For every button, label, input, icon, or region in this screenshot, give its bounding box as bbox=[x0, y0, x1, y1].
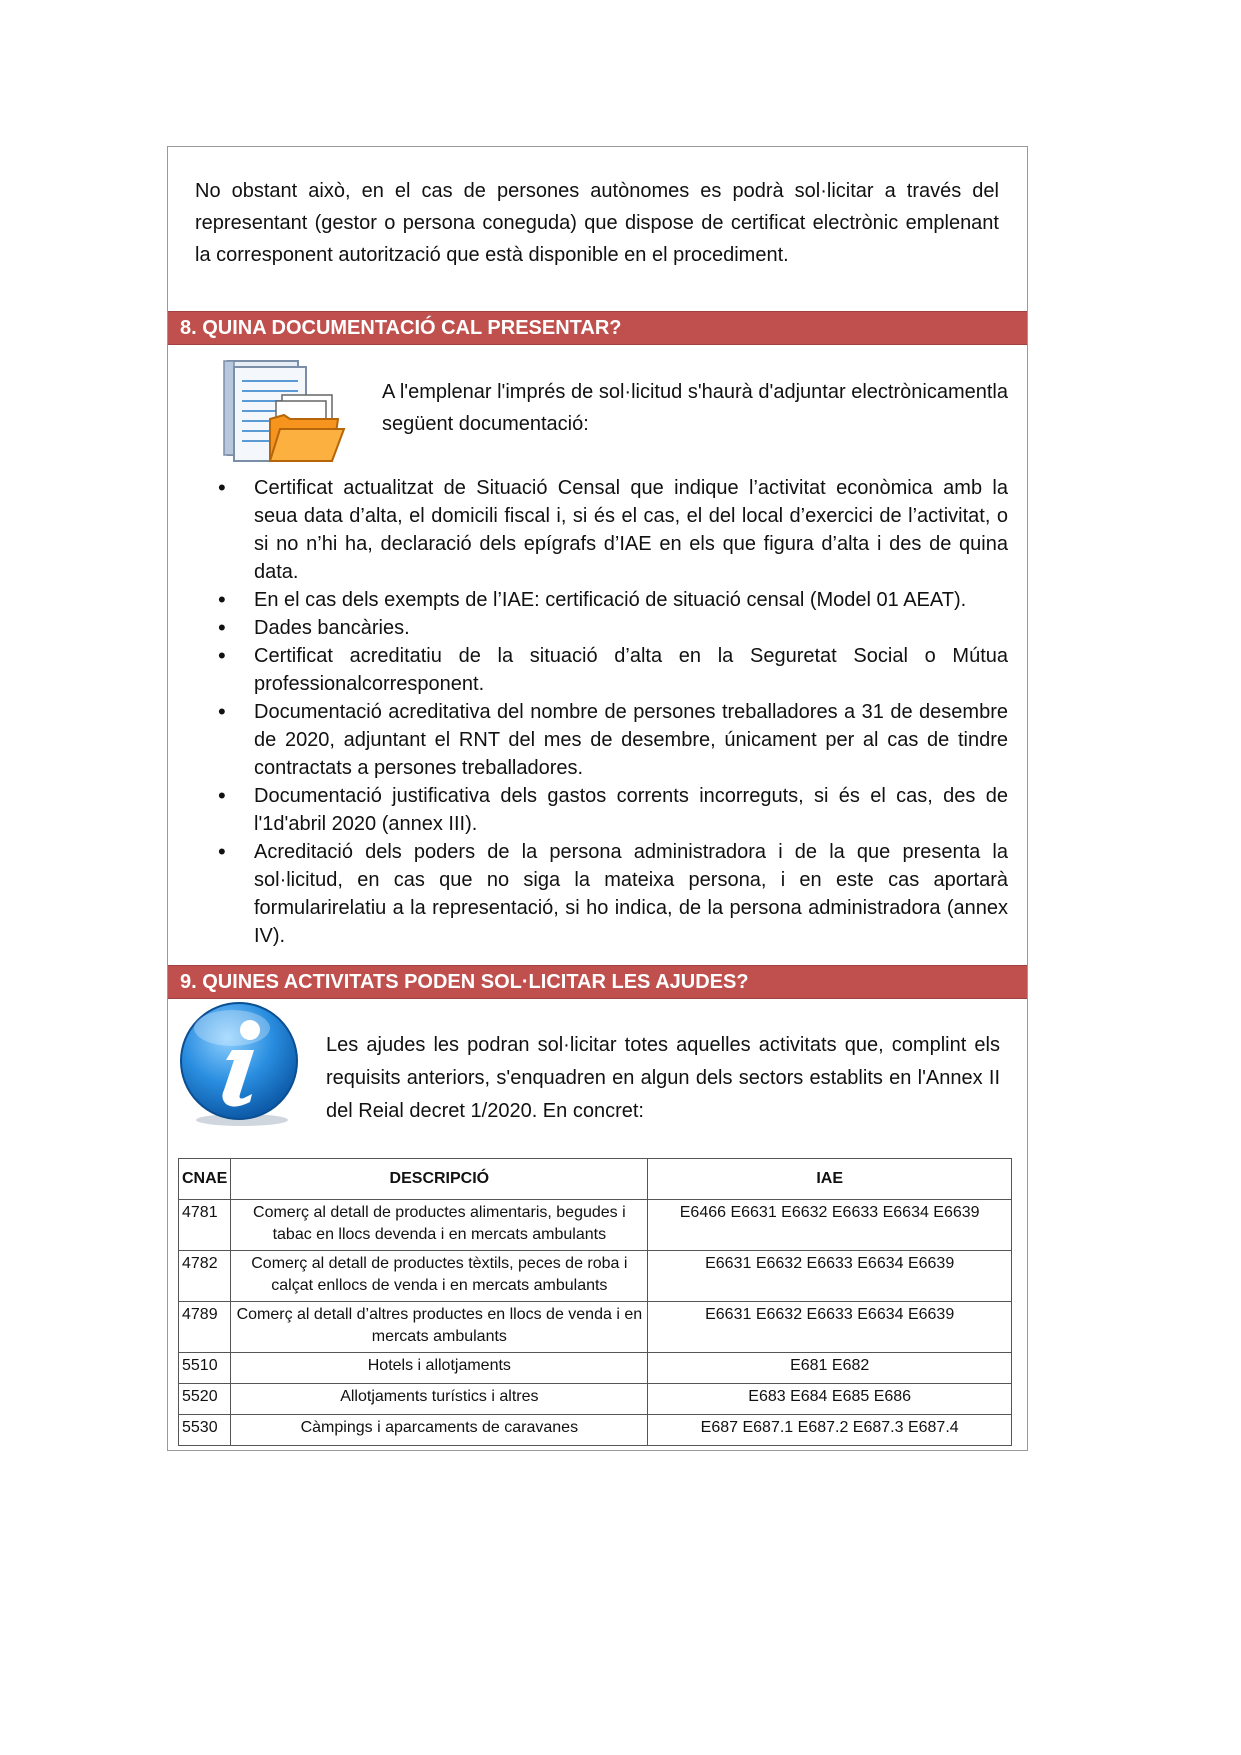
table-row bbox=[179, 1353, 1012, 1384]
iae-cell: E687 E687.1 E687.2 E687.3 E687.4 bbox=[648, 1415, 1012, 1446]
iae-cell: E6466 E6631 E6632 E6633 E6634 E6639 bbox=[648, 1200, 1012, 1251]
cnae-cell: 5530 bbox=[179, 1415, 231, 1446]
description-cell: Càmpings i aparcaments de caravanes bbox=[231, 1415, 648, 1446]
section-9-heading: 9. QUINES ACTIVITATS PODEN SOL·LICITAR LES AJUDES? bbox=[168, 965, 1027, 999]
bullet-icon: • bbox=[218, 615, 226, 640]
list-item: • Documentació acreditativa del nombre de persones treballadores a 31 de desembre de 2020, adjuntant el RNT del mes de desembre, únicament per al cas de tindre contractats a persones treballadores. bbox=[218, 699, 1008, 779]
description-cell: Comerç al detall de productes tèxtils, peces de roba i calçat enllocs de venda i en mercats ambulants bbox=[231, 1251, 648, 1302]
cnae-cell: 5520 bbox=[179, 1384, 231, 1415]
cnae-cell: 4782 bbox=[179, 1251, 231, 1302]
list-item: • Documentació justificativa dels gastos corrents incorreguts, si és el cas, des de l'1d'abril 2020 (annex III). bbox=[218, 783, 1008, 835]
section-9-lead: Les ajudes les podran sol·licitar totes aquelles activitats que, complint els requisits anteriors, s'enquadren en algun dels sectors establits en l'Annex II del Reial decret 1/2020. En concret: bbox=[326, 1034, 1000, 1122]
description-cell: Hotels i allotjaments bbox=[231, 1353, 648, 1384]
description-cell: Comerç al detall de productes alimentaris, begudes i tabac en llocs devenda i en mercats ambulants bbox=[231, 1200, 648, 1251]
section-8-heading: 8. QUINA DOCUMENTACIÓ CAL PRESENTAR? bbox=[168, 311, 1027, 345]
iae-cell: E6631 E6632 E6633 E6634 E6639 bbox=[648, 1251, 1012, 1302]
description-cell: Comerç al detall d’altres productes en llocs de venda i en mercats ambulants bbox=[231, 1302, 648, 1353]
info-icon bbox=[174, 998, 304, 1128]
cnae-cell: 5510 bbox=[179, 1353, 231, 1384]
documents-folder-icon bbox=[220, 357, 350, 467]
table-header-row bbox=[179, 1159, 1012, 1200]
table-row bbox=[179, 1415, 1012, 1446]
iae-cell: E683 E684 E685 E686 bbox=[648, 1384, 1012, 1415]
bullet-icon: • bbox=[218, 783, 226, 808]
list-item: • En el cas dels exempts de l’IAE: certificació de situació censal (Model 01 AEAT). bbox=[218, 587, 967, 612]
column-header-iae: IAE bbox=[648, 1159, 1012, 1200]
bullet-icon: • bbox=[218, 699, 226, 724]
column-header-description: DESCRIPCIÓ bbox=[231, 1159, 648, 1200]
bullet-icon: • bbox=[218, 587, 226, 612]
list-item: • Certificat acreditatiu de la situació d’alta en la Seguretat Social o Mútua professionalcorresponent. bbox=[218, 643, 1008, 695]
intro-paragraph: No obstant això, en el cas de persones autònomes es podrà sol·licitar a través del representant (gestor o persona coneguda) que dispose de certificat electrònic emplenant la corresponent autorització que està disponible en el procediment. bbox=[195, 180, 999, 266]
list-item: • Acreditació dels poders de la persona administradora i de la que presenta la sol·licitud, en cas que no siga la mateixa persona, i en este cas aportarà formularirelatiu a la representació, si ho indica, de la persona administradora (annex IV). bbox=[218, 839, 1008, 947]
table-row bbox=[179, 1251, 1012, 1302]
list-item: • Certificat actualitzat de Situació Censal que indique l’activitat econòmica amb la seua data d’alta, el domicili fiscal i, si és el cas, el del local d’exercici de l’activitat, o si no n’hi ha, declaració dels epígrafs d’IAE en els que figura d’alta i des de quina data. bbox=[218, 475, 1008, 583]
document-frame bbox=[167, 146, 1028, 1451]
bullet-icon: • bbox=[218, 475, 226, 500]
table-row bbox=[179, 1384, 1012, 1415]
cnae-cell: 4781 bbox=[179, 1200, 231, 1251]
bullet-icon: • bbox=[218, 643, 226, 668]
iae-cell: E681 E682 bbox=[648, 1353, 1012, 1384]
documentation-list bbox=[218, 474, 1008, 950]
column-header-cnae: CNAE bbox=[179, 1159, 231, 1200]
section-8-lead: A l'emplenar l'imprés de sol·licitud s'haurà d'adjuntar electrònicamentla següent documentació: bbox=[382, 381, 1008, 435]
cnae-cell: 4789 bbox=[179, 1302, 231, 1353]
list-item: • Dades bancàries. bbox=[218, 615, 410, 640]
table-row bbox=[179, 1302, 1012, 1353]
table-row bbox=[179, 1200, 1012, 1251]
cnae-table bbox=[178, 1158, 1012, 1446]
iae-cell: E6631 E6632 E6633 E6634 E6639 bbox=[648, 1302, 1012, 1353]
bullet-icon: • bbox=[218, 839, 226, 864]
description-cell: Allotjaments turístics i altres bbox=[231, 1384, 648, 1415]
